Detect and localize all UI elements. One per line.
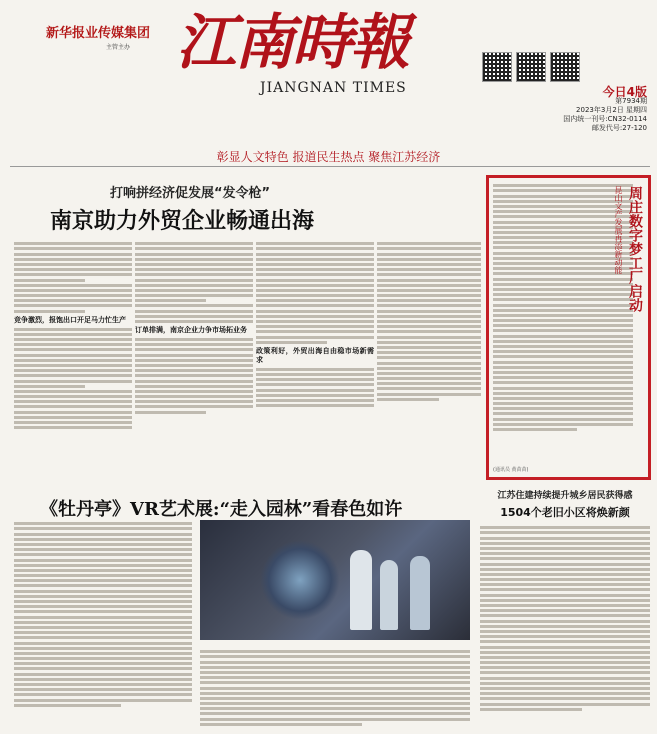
lead-column-1 [14,240,132,480]
issue-info [527,85,647,133]
group-sub: 主管主办 [106,44,131,51]
boxed-title: 周庄数字梦工厂启动 [627,186,643,312]
lead-column-3 [256,240,374,480]
group-name: 新华报业传媒集团 [46,26,151,41]
lead-subhead: 竞争激烈，报饱出口开足马力忙生产 [14,315,126,324]
boxed-byline: (通讯员 黄苗苗) [493,467,529,473]
lead-subhead: 订单排满，南京企业力争市场拓业务 [135,326,247,334]
slogan: 彰显人文特色 报道民生热点 聚焦江苏经济 [216,150,441,164]
boxed-subtitle: 昆山文产发展再添新动能 [614,186,623,274]
post-code: 邮发代号:27-120 [591,124,647,132]
feature-headline: 《牡丹亭》VR艺术展:“走入园林”看春色如许 [40,499,403,520]
feature-body-2 [200,648,470,726]
qr-code-icon [550,52,580,82]
divider [10,166,650,167]
qr-code-icon [482,52,512,82]
lead-column-4 [377,240,481,480]
lead-column-2 [135,240,253,480]
issue-date: 2023年3月2日 星期四 [576,106,647,114]
lead-subhead: 政策利好，外贸出海自由稳市场新需求 [256,346,374,364]
feature-photo [200,520,470,640]
lead-headline: 南京助力外贸企业畅通出海 [50,208,315,234]
masthead-english: JIANGNAN TIMES [260,80,407,96]
group-logo [46,22,150,41]
newspaper-masthead: 江南時報 [176,8,408,78]
lead-kicker: 打响拼经济促发展“发令枪” [110,186,271,201]
cn-number: 国内统一刊号:CN32-0114 [563,115,647,123]
right-headline: 1504个老旧小区将焕新颜 [500,506,630,519]
issue-number: 第7934期 [615,97,647,105]
feature-body [14,520,192,725]
boxed-article [486,175,651,480]
right-kicker: 江苏住建持续提升城乡居民获得感 [497,491,633,501]
qr-code-icon [516,52,546,82]
right-body [480,524,650,726]
edition-count: 今日4版 [602,85,647,99]
